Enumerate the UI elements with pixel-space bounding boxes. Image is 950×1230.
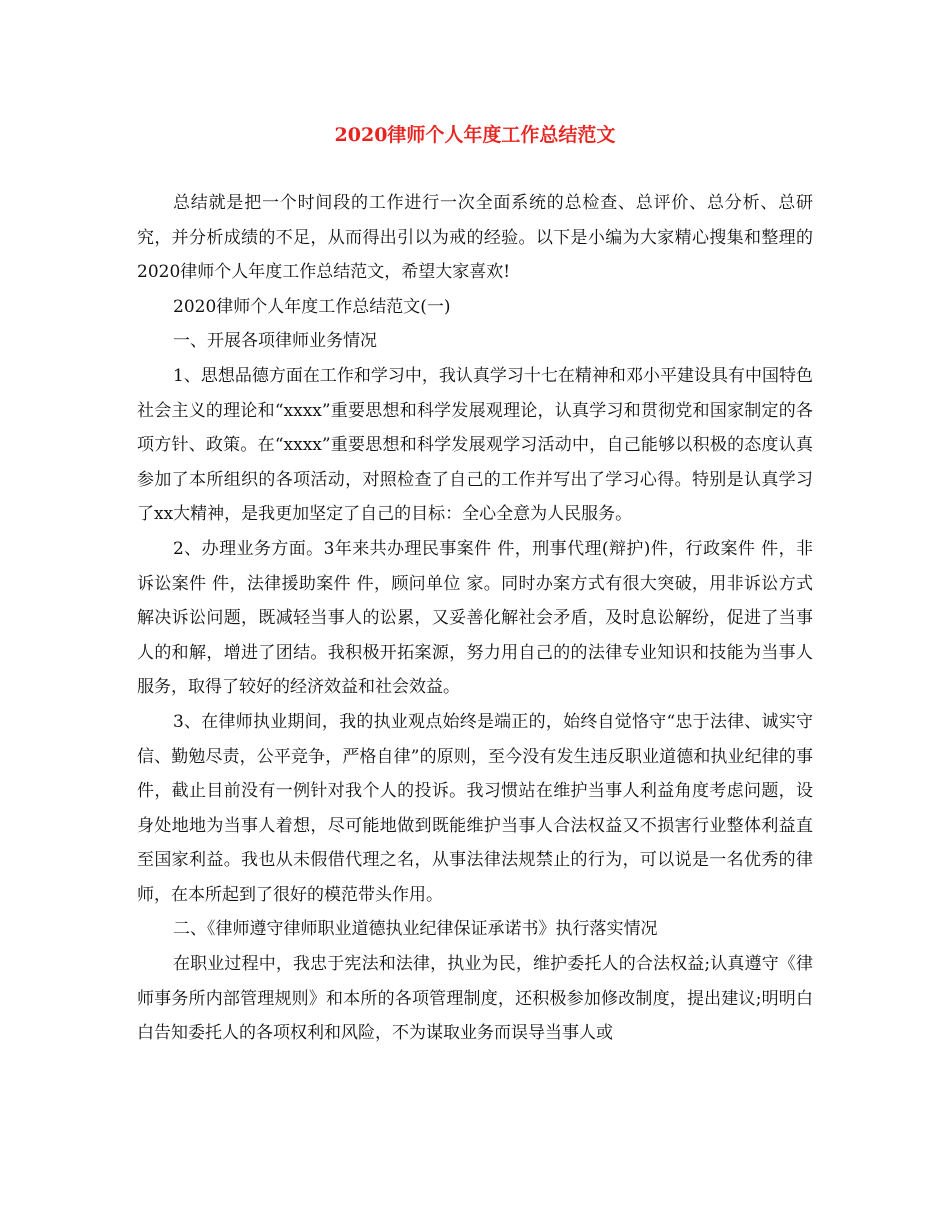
paragraph-item-3: 3、在律师执业期间，我的执业观点始终是端正的，始终自觉恪守“忠于法律、诚实守信、勤勉尽责，公平竞争，严格自律”的原则，至今没有发生违反职业道德和执业纪律的事件，截止目前没有一例针对我个人的投诉。我习惯站在维护当事人利益角度考虑问题，设身处地地为当事人着想，尽可能地做到既能维护当事人合法权益又不损害行业整体利益直至国家利益。我也从未假借代理之名，从事法律法规禁止的行为，可以说是一名优秀的律师，在本所起到了很好的模范带头作用。 (137, 711, 813, 905)
section-heading-1: 一、开展各项律师业务情况 (173, 331, 377, 352)
paragraph-item-2: 2、办理业务方面。3年来共办理民事案件 件，刑事代理(辩护)件，行政案件 件，非诉讼案件 件，法律援助案件 件，顾问单位 家。同时办案方式有很大突破，用非诉讼方式解决诉讼问题，既减轻当事人的讼累，又妥善化解社会矛盾，及时息讼解纷，促进了当事人的和解，增进了团结。我积极开拓案源，努力用自己的的法律专业知识和技能为当事人服务，取得了较好的经济效益和社会效益。 (137, 538, 813, 698)
paragraph-section-2: 在职业过程中，我忠于宪法和法律，执业为民，维护委托人的合法权益;认真遵守《律师事务所内部管理规则》和本所的各项管理制度，还积极参加修改制度，提出建议;明明白白告知委托人的各项权利和风险，不为谋取业务而误导当事人或 (137, 954, 813, 1044)
paragraph-item-1: 1、思想品德方面在工作和学习中，我认真学习十七在精神和邓小平建设具有中国特色社会主义的理论和“xxxx”重要思想和科学发展观理论，认真学习和贯彻党和国家制定的各项方针、政策。在“xxxx”重要思想和科学发展观学习活动中，自己能够以积极的态度认真参加了本所组织的各项活动，对照检查了自己的工作并写出了学习心得。特别是认真学习了xx大精神，是我更加坚定了自己的目标：全心全意为人民服务。 (137, 365, 813, 525)
section-heading-2: 二、《律师遵守律师职业道德执业纪律保证承诺书》执行落实情况 (173, 919, 658, 940)
paragraph-subtitle: 2020律师个人年度工作总结范文(一) (173, 296, 451, 317)
document-body (137, 186, 813, 1051)
document-title: 2020律师个人年度工作总结范文 (334, 124, 616, 146)
paragraph-intro: 总结就是把一个时间段的工作进行一次全面系统的总检查、总评价、总分析、总研究，并分析成绩的不足，从而得出引以为戒的经验。以下是小编为大家精心搜集和整理的2020律师个人年度工作总结范文，希望大家喜欢! (137, 193, 813, 283)
